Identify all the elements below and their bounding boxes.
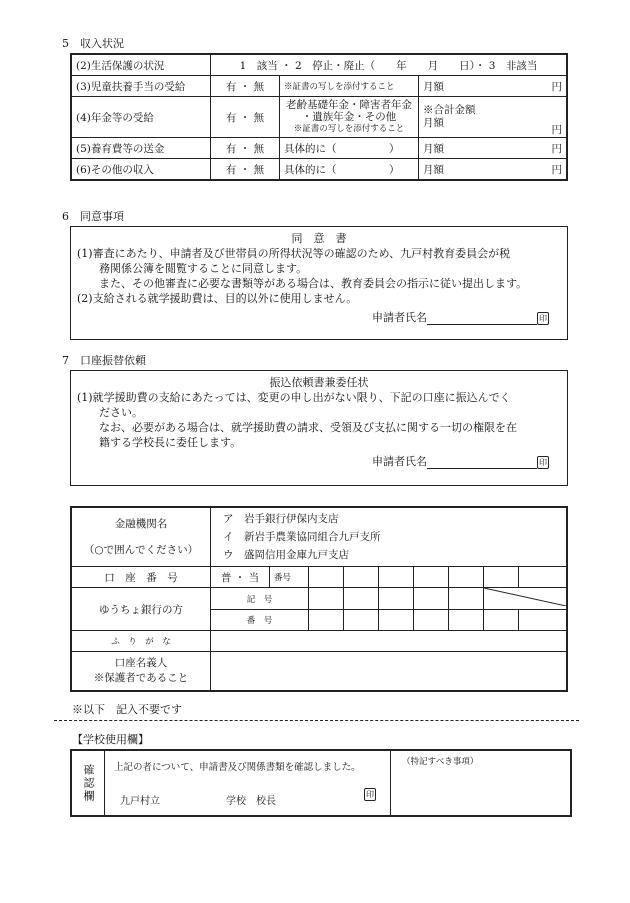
note: 具体的に（ ） xyxy=(280,159,419,181)
school-use-box xyxy=(70,749,572,817)
seal-mark: 印 xyxy=(539,457,547,467)
table-row xyxy=(71,138,567,159)
bank-option[interactable]: ア 岩手銀行伊保内支店 xyxy=(223,513,339,525)
holder-cell xyxy=(71,652,211,692)
consent-p1b: 務関係公簿を閲覧することに同意します。 xyxy=(99,262,308,275)
transfer-signature xyxy=(71,454,567,469)
consent-p1a: (1)審査にあたり、申請者及び世帯員の所得状況等の確認のため、九戸村教育委員会が税 xyxy=(77,247,511,260)
yes-no-choice: 有 ・ 無 xyxy=(211,76,280,97)
digit-cell[interactable] xyxy=(379,610,414,631)
transfer-p1d: 籍する学校長に委任します。 xyxy=(99,436,242,449)
pension-types-line2: ・遺族年金・その他 xyxy=(301,111,397,123)
account-type[interactable]: 普 ・ 当 xyxy=(211,567,270,588)
yen-label: 円 xyxy=(487,138,567,159)
row-label: (5)養育費等の送金 xyxy=(71,138,211,159)
bank-options xyxy=(211,507,568,567)
yen-label: 円 xyxy=(487,159,567,181)
digit-cell[interactable] xyxy=(414,588,449,610)
account-no-label: 番号 xyxy=(270,567,309,588)
transfer-box xyxy=(70,370,568,486)
digit-cell[interactable] xyxy=(344,567,379,588)
bank-option[interactable]: イ 新岩手農業協同組合九戸支所 xyxy=(223,531,381,543)
cut-line xyxy=(54,720,579,721)
school-use-title: 【学校使用欄】 xyxy=(72,733,149,746)
digit-cell[interactable] xyxy=(309,610,344,631)
not-required-notice: ※以下 記入不要です xyxy=(72,703,182,716)
yes-no-choice: 有 ・ 無 xyxy=(211,97,280,138)
pension-types xyxy=(280,97,419,138)
digit-cell[interactable] xyxy=(309,588,344,610)
consent-heading: 同 意 書 xyxy=(291,232,347,245)
seal-mark: 印 xyxy=(539,313,547,323)
furigana-label: ふ り が な xyxy=(71,631,211,652)
kigo-label: 記 号 xyxy=(211,588,309,610)
divider xyxy=(390,751,391,815)
bank-option[interactable]: ウ 盛岡信用金庫九戸支店 xyxy=(223,549,349,561)
consent-p2: (2)支給される就学援助費は、目的以外に使用しません。 xyxy=(77,292,358,305)
digit-cell[interactable] xyxy=(449,588,484,610)
monthly-label: 月額 xyxy=(419,138,488,159)
monthly-label: 月額 xyxy=(419,76,488,97)
section-5-title: 5 収入状況 xyxy=(62,37,124,50)
total-amount-label: ※合計金額 xyxy=(423,104,476,116)
welfare-status: 1 該当 ・ 2 停止・廃止（ 年 月 日）・ 3 非該当 xyxy=(211,54,568,76)
digit-cell[interactable] xyxy=(379,567,414,588)
confirm-side-label: 確認欄 xyxy=(82,763,95,803)
table-row xyxy=(71,97,567,138)
income-table xyxy=(70,53,568,181)
circle-label: （○で囲んでください） xyxy=(83,544,199,556)
digit-cell[interactable] xyxy=(309,567,344,588)
transfer-p1c: なお、必要がある場合は、就学援助費の請求、受領及び支払に関する一切の権限を在 xyxy=(99,421,517,434)
digit-cell[interactable] xyxy=(519,567,568,588)
monthly-label: 月額 xyxy=(423,117,444,129)
table-row xyxy=(71,76,567,97)
digit-cell[interactable] xyxy=(414,567,449,588)
digit-cell[interactable] xyxy=(449,610,484,631)
yes-no-choice: 有 ・ 無 xyxy=(211,159,280,181)
bank-name-cell xyxy=(71,507,211,567)
row-label: (4)年金等の受給 xyxy=(71,97,211,138)
pension-amount xyxy=(419,97,488,138)
note: ※証書の写しを添付すること xyxy=(280,76,419,97)
consent-p1c: また、その他審査に必要な書類等がある場合は、教育委員会の指示に従い提出します。 xyxy=(99,277,528,290)
pension-types-line1: 老齢基礎年金・障害者年金 xyxy=(286,99,412,111)
table-row xyxy=(71,54,567,76)
digit-cell[interactable] xyxy=(449,567,484,588)
yen-label: 円 xyxy=(487,76,567,97)
diagonal-cell xyxy=(484,588,568,610)
row-label: (6)その他の収入 xyxy=(71,159,211,181)
consent-signature xyxy=(71,310,567,325)
holder-label: 口座名義人 xyxy=(114,657,168,669)
confirm-text: 上記の者について、申請書及び関係書類を確認しました。 xyxy=(114,762,361,773)
digit-cell[interactable] xyxy=(414,610,449,631)
digit-cell[interactable] xyxy=(519,610,568,631)
monthly-label: 月額 xyxy=(419,159,488,181)
digit-cell[interactable] xyxy=(379,588,414,610)
bango-label: 番 号 xyxy=(211,610,309,631)
consent-box xyxy=(70,226,568,340)
holder-field[interactable] xyxy=(211,652,568,692)
bank-table xyxy=(70,506,568,692)
row-label: (2)生活保護の状況 xyxy=(71,54,211,76)
yen-label: 円 xyxy=(487,97,567,138)
transfer-p1b: ださい。 xyxy=(99,406,143,419)
digit-cell[interactable] xyxy=(344,610,379,631)
village-label: 九戸村立 xyxy=(120,796,160,807)
row-label: (3)児童扶養手当の受給 xyxy=(71,76,211,97)
signature-line[interactable] xyxy=(427,312,537,325)
table-row xyxy=(71,159,567,181)
signer-label: 申請者氏名 xyxy=(372,311,427,324)
confirm-side-cell xyxy=(72,751,105,815)
account-number-label: 口 座 番 号 xyxy=(71,567,211,588)
section-7-title: 7 口座振替依頼 xyxy=(62,354,146,367)
bank-name-label: 金融機関名 xyxy=(114,518,168,530)
special-notes-label: （特記すべき事項） xyxy=(402,757,479,767)
digit-cell[interactable] xyxy=(484,567,519,588)
digit-cell[interactable] xyxy=(344,588,379,610)
seal-mark: 印 xyxy=(366,790,374,799)
yes-no-choice: 有 ・ 無 xyxy=(211,138,280,159)
transfer-p1a: (1)就学援助費の支給にあたっては、変更の申し出がない限り、下記の口座に振込んでく xyxy=(77,391,511,404)
note: 具体的に（ ） xyxy=(280,138,419,159)
signer-label: 申請者氏名 xyxy=(372,455,427,468)
digit-cell[interactable] xyxy=(484,610,519,631)
pension-note: ※証書の写しを添付すること xyxy=(293,124,405,134)
diagonal-line xyxy=(484,588,566,606)
yucho-label: ゆうちょ銀行の方 xyxy=(71,588,211,631)
signature-line[interactable] xyxy=(427,456,537,469)
section-6-title: 6 同意事項 xyxy=(62,210,124,223)
transfer-heading: 振込依頼書兼委任状 xyxy=(269,376,369,389)
principal-label: 学校 校長 xyxy=(226,796,276,807)
furigana-field[interactable] xyxy=(211,631,568,652)
holder-note: ※保護者であること xyxy=(93,672,189,684)
